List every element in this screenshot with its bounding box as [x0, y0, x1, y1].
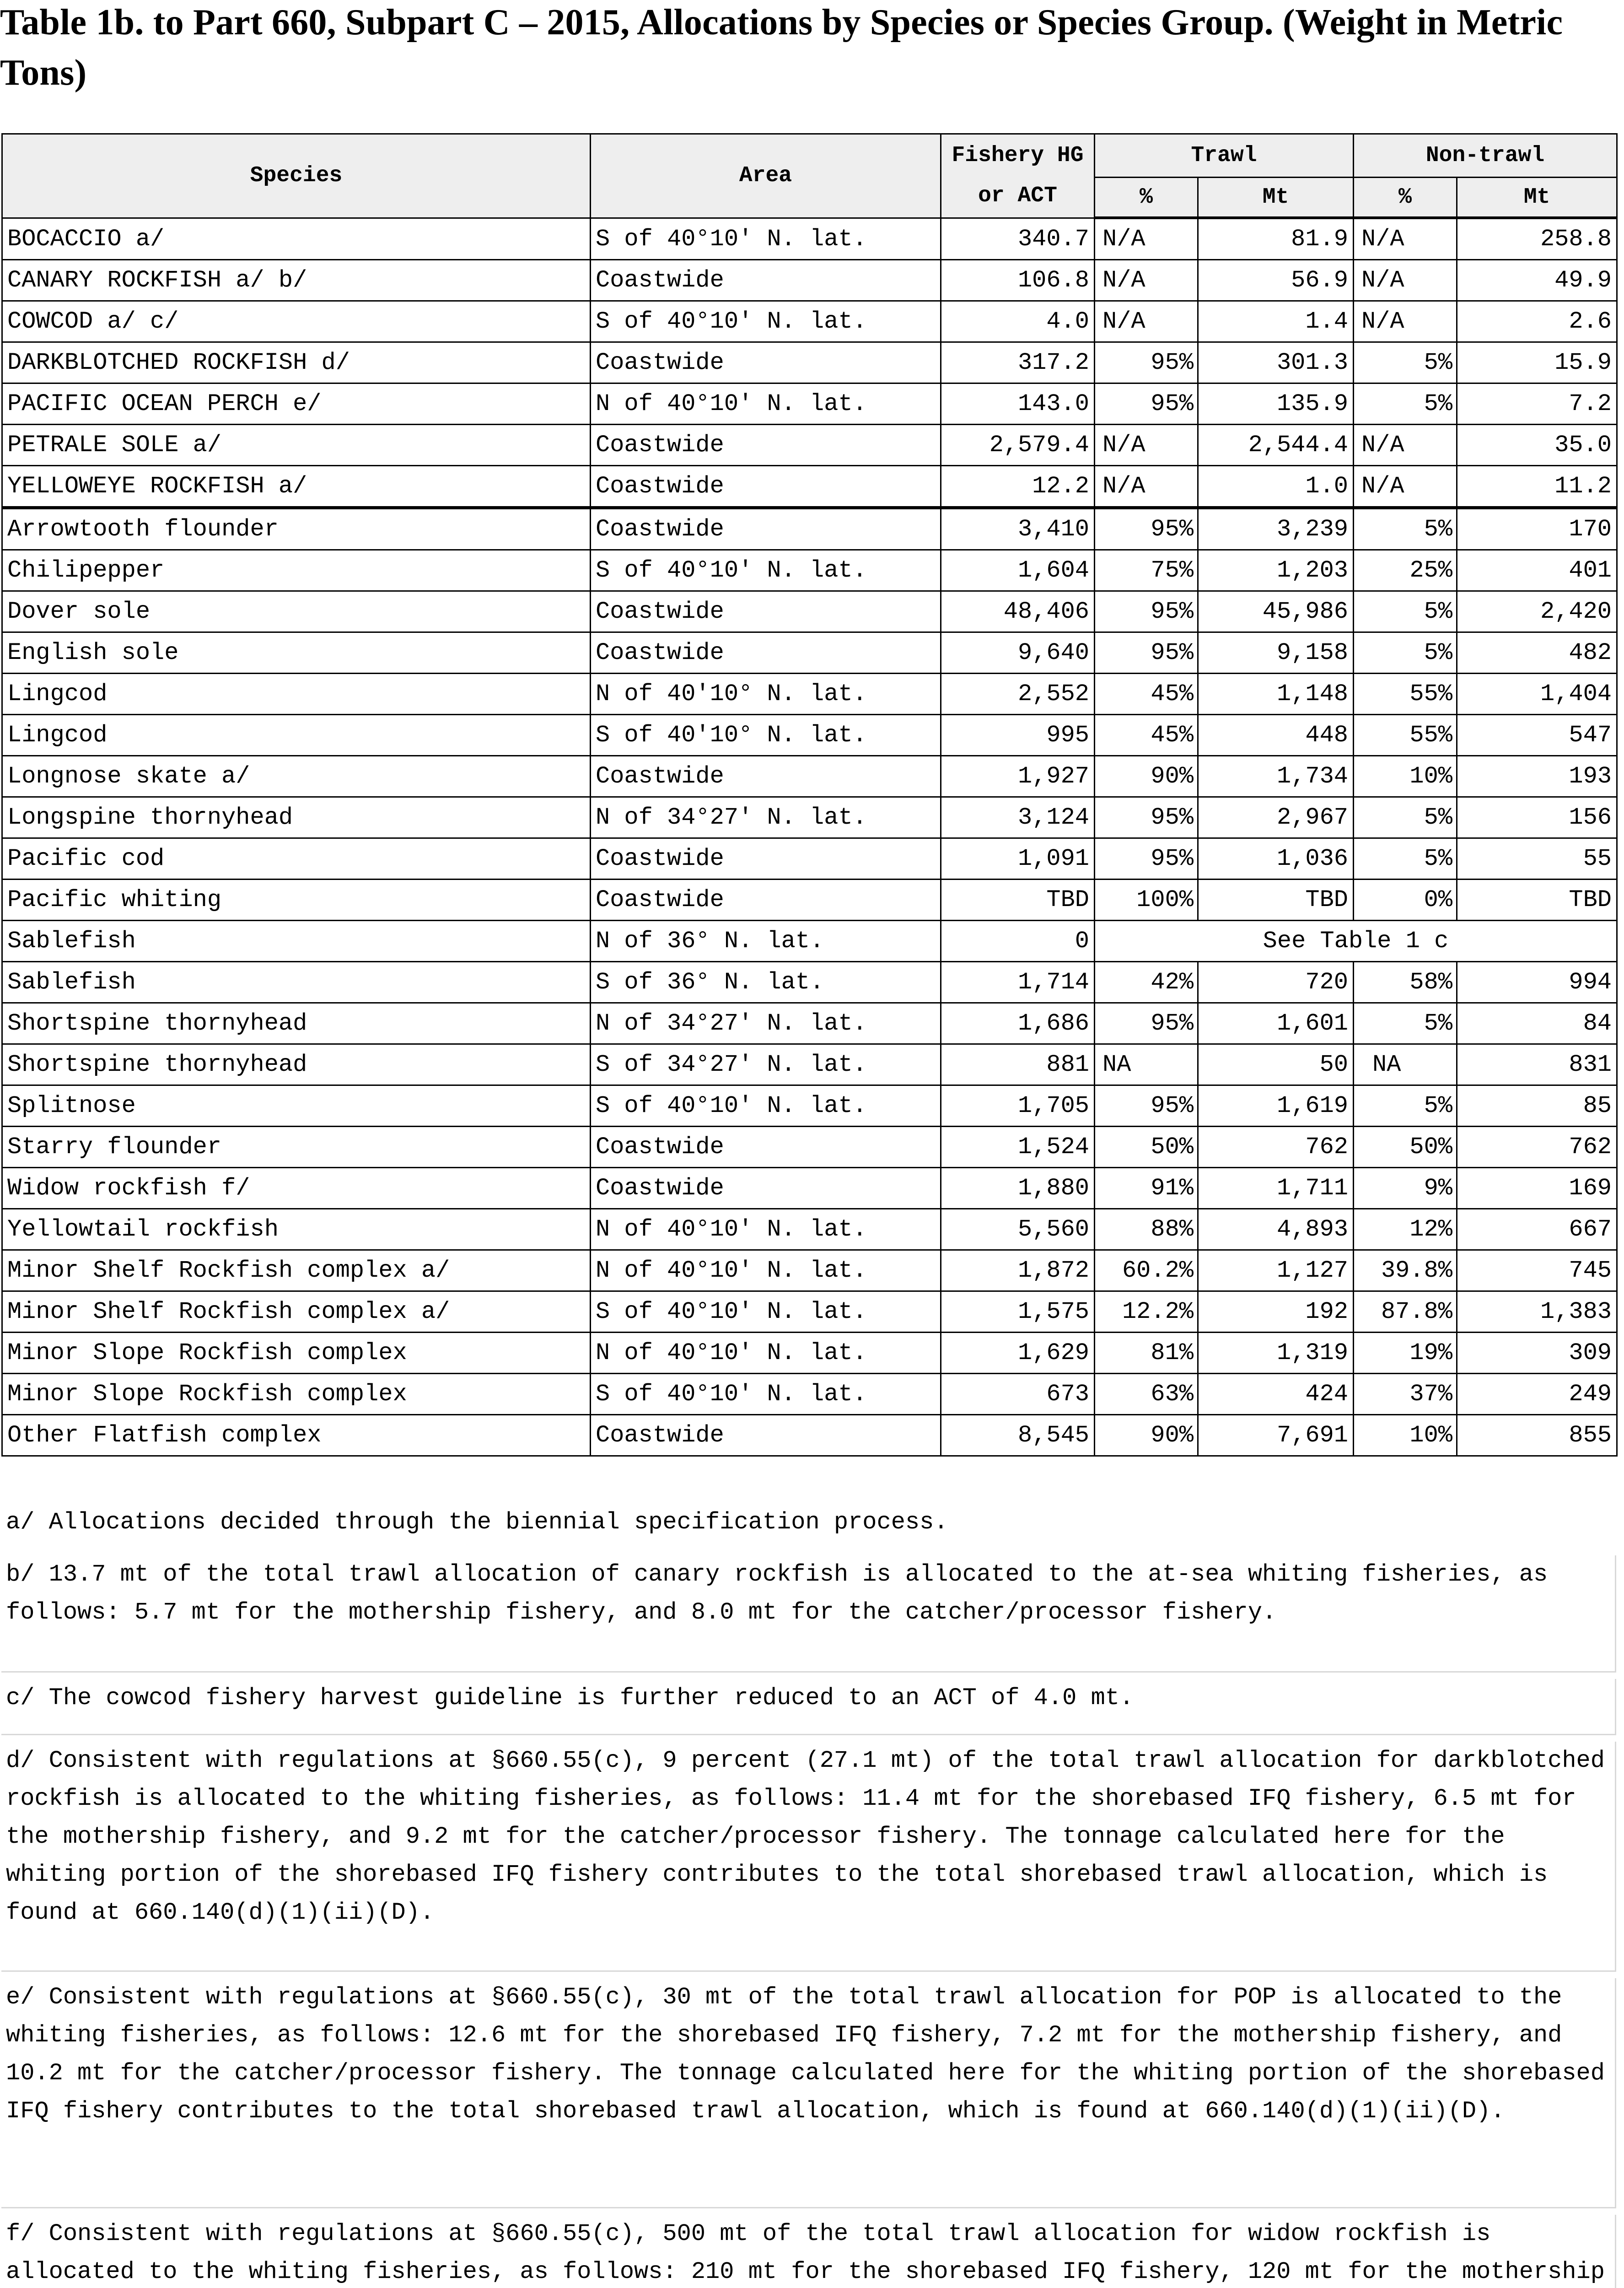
cell-nontrawl-mt: 401 [1457, 550, 1617, 591]
cell-species: Pacific whiting [2, 880, 591, 921]
cell-trawl-pct: 45% [1095, 674, 1198, 715]
cell-species: Pacific cod [2, 838, 591, 880]
cell-species: Longnose skate a/ [2, 756, 591, 797]
header-species: Species [2, 134, 591, 218]
cell-area: Coastwide [591, 425, 941, 466]
cell-nontrawl-mt: 156 [1457, 797, 1617, 838]
cell-nontrawl-pct: 5% [1354, 838, 1457, 880]
cell-nontrawl-pct: N/A [1354, 466, 1457, 508]
cell-trawl-pct: 95% [1095, 591, 1198, 632]
cell-nontrawl-pct: 55% [1354, 715, 1457, 756]
cell-species: PETRALE SOLE a/ [2, 425, 591, 466]
cell-nontrawl-mt: 85 [1457, 1085, 1617, 1127]
header-area: Area [591, 134, 941, 218]
cell-nontrawl-pct: 5% [1354, 383, 1457, 425]
cell-species: Yellowtail rockfish [2, 1209, 591, 1250]
cell-area: Coastwide [591, 591, 941, 632]
cell-trawl-mt: 135.9 [1198, 383, 1354, 425]
table-row [2, 921, 1617, 962]
cell-trawl-pct: 81% [1095, 1333, 1198, 1374]
cell-see-table: See Table 1 c [1095, 921, 1617, 962]
table-row [2, 342, 1617, 383]
cell-nontrawl-pct: 5% [1354, 508, 1457, 550]
cell-species: Dover sole [2, 591, 591, 632]
cell-area: S of 40°10' N. lat. [591, 1085, 941, 1127]
cell-nontrawl-mt: 482 [1457, 632, 1617, 674]
cell-nontrawl-mt: 2.6 [1457, 301, 1617, 342]
table-row [2, 550, 1617, 591]
cell-fishery-hg: 1,091 [941, 838, 1095, 880]
cell-area: N of 36° N. lat. [591, 921, 941, 962]
cell-species: Minor Slope Rockfish complex [2, 1374, 591, 1415]
cell-fishery-hg: 9,640 [941, 632, 1095, 674]
table-row [2, 1333, 1617, 1374]
cell-area: Coastwide [591, 880, 941, 921]
allocation-table [1, 133, 1618, 1457]
table-row [2, 1415, 1617, 1456]
table-row [2, 674, 1617, 715]
cell-trawl-pct: 100% [1095, 880, 1198, 921]
cell-trawl-pct: 90% [1095, 756, 1198, 797]
cell-species: Lingcod [2, 674, 591, 715]
table-row [2, 1127, 1617, 1168]
table-title: Table 1b. to Part 660, Subpart C – 2015, Allocations by Species or Species Group. (Weight in Metric Tons) [0, 2, 1563, 93]
cell-fishery-hg: 1,705 [941, 1085, 1095, 1127]
header-nontrawl: Non-trawl [1354, 134, 1617, 178]
cell-nontrawl-pct: 5% [1354, 1085, 1457, 1127]
cell-fishery-hg: 2,552 [941, 674, 1095, 715]
footnote-e: e/ Consistent with regulations at §660.55(c), 30 mt of the total trawl allocation for POP is allocated to the whiting fisheries, as follows: 12.6 mt for the shorebased IFQ fishery, 7.2 mt for the mothership fishery, and 10.2 mt for the catcher/processor fishery. The tonnage calculated here for the whiting portion of the shorebased IFQ fishery contributes to the total shorebased trawl allocation, which is found at 660.140(d)(1)(ii)(D). [1, 1978, 1616, 2208]
cell-trawl-mt: 762 [1198, 1127, 1354, 1168]
cell-fishery-hg: 5,560 [941, 1209, 1095, 1250]
header-trawl-mt: Mt [1198, 178, 1354, 218]
cell-trawl-pct: 90% [1095, 1415, 1198, 1456]
cell-fishery-hg: 4.0 [941, 301, 1095, 342]
cell-trawl-mt: 1,036 [1198, 838, 1354, 880]
cell-species: Sablefish [2, 921, 591, 962]
cell-species: Shortspine thornyhead [2, 1044, 591, 1085]
header-fishery-line2: or ACT [978, 183, 1057, 209]
cell-species: Shortspine thornyhead [2, 1003, 591, 1044]
cell-trawl-pct: 75% [1095, 550, 1198, 591]
header-trawl: Trawl [1095, 134, 1354, 178]
cell-fishery-hg: 143.0 [941, 383, 1095, 425]
cell-nontrawl-mt: 2,420 [1457, 591, 1617, 632]
cell-area: S of 40°10' N. lat. [591, 218, 941, 260]
cell-species: Minor Shelf Rockfish complex a/ [2, 1291, 591, 1333]
cell-area: S of 34°27' N. lat. [591, 1044, 941, 1085]
table-row [2, 425, 1617, 466]
cell-fishery-hg: 673 [941, 1374, 1095, 1415]
cell-trawl-mt: 301.3 [1198, 342, 1354, 383]
cell-nontrawl-mt: 745 [1457, 1250, 1617, 1291]
cell-nontrawl-pct: 37% [1354, 1374, 1457, 1415]
cell-area: S of 40'10° N. lat. [591, 715, 941, 756]
cell-area: N of 34°27' N. lat. [591, 1003, 941, 1044]
cell-trawl-pct: 60.2% [1095, 1250, 1198, 1291]
cell-trawl-pct: 95% [1095, 838, 1198, 880]
footnote-f: f/ Consistent with regulations at §660.55(c), 500 mt of the total trawl allocation for widow rockfish is allocated to the whiting fisheries, as follows: 210 mt for the shorebased IFQ fishery, 120 mt for the mothership [1, 2215, 1616, 2288]
cell-trawl-mt: 424 [1198, 1374, 1354, 1415]
cell-trawl-mt: 720 [1198, 962, 1354, 1003]
cell-trawl-mt: 1,203 [1198, 550, 1354, 591]
cell-fishery-hg: 106.8 [941, 260, 1095, 301]
cell-trawl-pct: 45% [1095, 715, 1198, 756]
cell-trawl-pct: 63% [1095, 1374, 1198, 1415]
cell-fishery-hg: 1,714 [941, 962, 1095, 1003]
cell-nontrawl-mt: 249 [1457, 1374, 1617, 1415]
cell-nontrawl-mt: 15.9 [1457, 342, 1617, 383]
cell-trawl-pct: 12.2% [1095, 1291, 1198, 1333]
cell-trawl-mt: 1,601 [1198, 1003, 1354, 1044]
table-row [2, 1209, 1617, 1250]
cell-trawl-pct: N/A [1095, 466, 1198, 508]
cell-area: Coastwide [591, 838, 941, 880]
header-fishery-hg [941, 134, 1095, 218]
cell-nontrawl-pct: 12% [1354, 1209, 1457, 1250]
footnote-c: c/ The cowcod fishery harvest guideline is further reduced to an ACT of 4.0 mt. [1, 1679, 1616, 1735]
cell-trawl-mt: 2,544.4 [1198, 425, 1354, 466]
cell-trawl-mt: 448 [1198, 715, 1354, 756]
cell-area: N of 40°10' N. lat. [591, 1209, 941, 1250]
cell-species: Minor Shelf Rockfish complex a/ [2, 1250, 591, 1291]
cell-area: Coastwide [591, 1168, 941, 1209]
table-row [2, 1374, 1617, 1415]
cell-nontrawl-pct: 5% [1354, 342, 1457, 383]
cell-nontrawl-mt: 994 [1457, 962, 1617, 1003]
cell-nontrawl-pct: 39.8% [1354, 1250, 1457, 1291]
table-row [2, 1168, 1617, 1209]
cell-area: Coastwide [591, 1127, 941, 1168]
cell-trawl-pct: 95% [1095, 1085, 1198, 1127]
cell-trawl-pct: 91% [1095, 1168, 1198, 1209]
cell-species: PACIFIC OCEAN PERCH e/ [2, 383, 591, 425]
cell-trawl-pct: 95% [1095, 1003, 1198, 1044]
cell-fishery-hg: 317.2 [941, 342, 1095, 383]
cell-trawl-mt: 9,158 [1198, 632, 1354, 674]
cell-area: Coastwide [591, 466, 941, 508]
cell-species: YELLOWEYE ROCKFISH a/ [2, 466, 591, 508]
cell-nontrawl-pct: N/A [1354, 218, 1457, 260]
cell-nontrawl-mt: 193 [1457, 756, 1617, 797]
cell-trawl-pct: N/A [1095, 218, 1198, 260]
cell-trawl-mt: 1,319 [1198, 1333, 1354, 1374]
cell-trawl-mt: 1,127 [1198, 1250, 1354, 1291]
cell-area: Coastwide [591, 632, 941, 674]
cell-nontrawl-pct: 25% [1354, 550, 1457, 591]
cell-area: Coastwide [591, 1415, 941, 1456]
table-row [2, 383, 1617, 425]
table-row [2, 260, 1617, 301]
cell-species: Other Flatfish complex [2, 1415, 591, 1456]
table-header [2, 134, 1617, 218]
cell-nontrawl-pct: 0% [1354, 880, 1457, 921]
table-row [2, 838, 1617, 880]
table-row [2, 880, 1617, 921]
cell-species: Minor Slope Rockfish complex [2, 1333, 591, 1374]
cell-area: S of 40°10' N. lat. [591, 1374, 941, 1415]
header-nontrawl-mt: Mt [1457, 178, 1617, 218]
table-row [2, 1003, 1617, 1044]
cell-trawl-mt: 1,734 [1198, 756, 1354, 797]
cell-trawl-pct: 95% [1095, 342, 1198, 383]
table-row [2, 962, 1617, 1003]
cell-nontrawl-mt: 258.8 [1457, 218, 1617, 260]
cell-nontrawl-mt: 84 [1457, 1003, 1617, 1044]
cell-species: COWCOD a/ c/ [2, 301, 591, 342]
cell-nontrawl-pct: N/A [1354, 425, 1457, 466]
cell-nontrawl-pct: 5% [1354, 1003, 1457, 1044]
table-row [2, 797, 1617, 838]
cell-species: Lingcod [2, 715, 591, 756]
cell-nontrawl-mt: 831 [1457, 1044, 1617, 1085]
cell-fishery-hg: 1,872 [941, 1250, 1095, 1291]
cell-trawl-mt: 1,711 [1198, 1168, 1354, 1209]
cell-nontrawl-pct: N/A [1354, 301, 1457, 342]
table-row [2, 301, 1617, 342]
cell-species: Starry flounder [2, 1127, 591, 1168]
table-row [2, 1291, 1617, 1333]
cell-area: Coastwide [591, 508, 941, 550]
cell-trawl-mt: 1,619 [1198, 1085, 1354, 1127]
table-row [2, 715, 1617, 756]
cell-nontrawl-mt: 35.0 [1457, 425, 1617, 466]
cell-trawl-pct: 42% [1095, 962, 1198, 1003]
cell-fishery-hg: 1,575 [941, 1291, 1095, 1333]
cell-species: Longspine thornyhead [2, 797, 591, 838]
cell-nontrawl-pct: 5% [1354, 797, 1457, 838]
cell-nontrawl-mt: 762 [1457, 1127, 1617, 1168]
cell-fishery-hg: 340.7 [941, 218, 1095, 260]
cell-trawl-mt: 1,148 [1198, 674, 1354, 715]
cell-nontrawl-mt: 55 [1457, 838, 1617, 880]
cell-nontrawl-pct: 50% [1354, 1127, 1457, 1168]
cell-area: S of 40°10' N. lat. [591, 301, 941, 342]
header-trawl-pct: % [1095, 178, 1198, 218]
cell-area: N of 40°10' N. lat. [591, 1250, 941, 1291]
table-row [2, 756, 1617, 797]
cell-nontrawl-pct: 19% [1354, 1333, 1457, 1374]
cell-fishery-hg: 1,524 [941, 1127, 1095, 1168]
cell-area: Coastwide [591, 342, 941, 383]
cell-fishery-hg: 8,545 [941, 1415, 1095, 1456]
cell-nontrawl-pct: 58% [1354, 962, 1457, 1003]
header-nontrawl-pct: % [1354, 178, 1457, 218]
cell-fishery-hg: 1,927 [941, 756, 1095, 797]
cell-species: Splitnose [2, 1085, 591, 1127]
table-row [2, 1085, 1617, 1127]
cell-fishery-hg: 3,124 [941, 797, 1095, 838]
cell-trawl-mt: 7,691 [1198, 1415, 1354, 1456]
cell-species: CANARY ROCKFISH a/ b/ [2, 260, 591, 301]
cell-area: N of 40°10' N. lat. [591, 383, 941, 425]
cell-nontrawl-pct: 5% [1354, 632, 1457, 674]
cell-nontrawl-mt: 547 [1457, 715, 1617, 756]
cell-fishery-hg: 995 [941, 715, 1095, 756]
cell-fishery-hg: 12.2 [941, 466, 1095, 508]
cell-nontrawl-mt: 11.2 [1457, 466, 1617, 508]
table-row [2, 591, 1617, 632]
cell-trawl-mt: 1.0 [1198, 466, 1354, 508]
cell-trawl-mt: TBD [1198, 880, 1354, 921]
cell-species: Sablefish [2, 962, 591, 1003]
cell-species: Widow rockfish f/ [2, 1168, 591, 1209]
cell-trawl-pct: NA [1095, 1044, 1198, 1085]
cell-nontrawl-pct: 9% [1354, 1168, 1457, 1209]
cell-area: S of 36° N. lat. [591, 962, 941, 1003]
cell-area: Coastwide [591, 260, 941, 301]
cell-fishery-hg: 1,604 [941, 550, 1095, 591]
table-body [2, 218, 1617, 1456]
cell-nontrawl-pct: 10% [1354, 1415, 1457, 1456]
cell-trawl-pct: 50% [1095, 1127, 1198, 1168]
cell-nontrawl-pct: NA [1354, 1044, 1457, 1085]
cell-fishery-hg: 0 [941, 921, 1095, 962]
cell-fishery-hg: 881 [941, 1044, 1095, 1085]
cell-nontrawl-pct: 87.8% [1354, 1291, 1457, 1333]
cell-nontrawl-mt: 1,383 [1457, 1291, 1617, 1333]
cell-trawl-mt: 81.9 [1198, 218, 1354, 260]
cell-area: S of 40°10' N. lat. [591, 1291, 941, 1333]
cell-fishery-hg: 1,880 [941, 1168, 1095, 1209]
cell-nontrawl-mt: 7.2 [1457, 383, 1617, 425]
footnote-b: b/ 13.7 mt of the total trawl allocation of canary rockfish is allocated to the at-sea whiting fisheries, as follows: 5.7 mt for the mothership fishery, and 8.0 mt for the catcher/processor fishery. [1, 1555, 1616, 1673]
cell-area: N of 40'10° N. lat. [591, 674, 941, 715]
cell-fishery-hg: TBD [941, 880, 1095, 921]
cell-fishery-hg: 48,406 [941, 591, 1095, 632]
cell-trawl-mt: 1.4 [1198, 301, 1354, 342]
cell-trawl-pct: 88% [1095, 1209, 1198, 1250]
header-fishery-line1: Fishery HG [952, 143, 1084, 168]
cell-trawl-mt: 56.9 [1198, 260, 1354, 301]
cell-area: Coastwide [591, 756, 941, 797]
footnote-a: a/ Allocations decided through the biennial specification process. [6, 1509, 948, 1536]
cell-trawl-pct: 95% [1095, 383, 1198, 425]
cell-fishery-hg: 2,579.4 [941, 425, 1095, 466]
table-row [2, 218, 1617, 260]
cell-trawl-pct: 95% [1095, 632, 1198, 674]
table-row [2, 1044, 1617, 1085]
cell-species: DARKBLOTCHED ROCKFISH d/ [2, 342, 591, 383]
cell-nontrawl-mt: 309 [1457, 1333, 1617, 1374]
table-row [2, 466, 1617, 508]
cell-nontrawl-mt: 1,404 [1457, 674, 1617, 715]
cell-species: Arrowtooth flounder [2, 508, 591, 550]
cell-fishery-hg: 1,686 [941, 1003, 1095, 1044]
cell-trawl-mt: 4,893 [1198, 1209, 1354, 1250]
cell-nontrawl-mt: 667 [1457, 1209, 1617, 1250]
cell-trawl-pct: N/A [1095, 425, 1198, 466]
cell-area: S of 40°10' N. lat. [591, 550, 941, 591]
cell-nontrawl-mt: 49.9 [1457, 260, 1617, 301]
cell-nontrawl-pct: N/A [1354, 260, 1457, 301]
cell-species: Chilipepper [2, 550, 591, 591]
table-row [2, 632, 1617, 674]
cell-trawl-mt: 2,967 [1198, 797, 1354, 838]
cell-trawl-pct: N/A [1095, 260, 1198, 301]
cell-nontrawl-mt: 170 [1457, 508, 1617, 550]
cell-species: English sole [2, 632, 591, 674]
cell-nontrawl-mt: 855 [1457, 1415, 1617, 1456]
footnotes [1, 1503, 1616, 2288]
table-row [2, 508, 1617, 550]
cell-trawl-pct: 95% [1095, 508, 1198, 550]
cell-trawl-pct: N/A [1095, 301, 1198, 342]
cell-nontrawl-mt: TBD [1457, 880, 1617, 921]
cell-nontrawl-pct: 10% [1354, 756, 1457, 797]
cell-area: N of 34°27' N. lat. [591, 797, 941, 838]
cell-fishery-hg: 3,410 [941, 508, 1095, 550]
cell-trawl-mt: 3,239 [1198, 508, 1354, 550]
cell-area: N of 40°10' N. lat. [591, 1333, 941, 1374]
footnote-d: d/ Consistent with regulations at §660.55(c), 9 percent (27.1 mt) of the total trawl allocation for darkblotched rockfish is allocated to the whiting fisheries, as follows: 11.4 mt for the shorebased IFQ fishery, 6.5 mt for the mothership fishery, and 9.2 mt for the catcher/processor fishery. The tonnage calculated here for the whiting portion of the shorebased IFQ fishery contributes to the total shorebased trawl allocation, which is found at 660.140(d)(1)(ii)(D). [1, 1742, 1616, 1972]
cell-nontrawl-mt: 169 [1457, 1168, 1617, 1209]
cell-nontrawl-pct: 55% [1354, 674, 1457, 715]
cell-trawl-mt: 50 [1198, 1044, 1354, 1085]
cell-trawl-pct: 95% [1095, 797, 1198, 838]
cell-nontrawl-pct: 5% [1354, 591, 1457, 632]
table-row [2, 1250, 1617, 1291]
cell-trawl-mt: 192 [1198, 1291, 1354, 1333]
cell-fishery-hg: 1,629 [941, 1333, 1095, 1374]
cell-trawl-mt: 45,986 [1198, 591, 1354, 632]
cell-species: BOCACCIO a/ [2, 218, 591, 260]
